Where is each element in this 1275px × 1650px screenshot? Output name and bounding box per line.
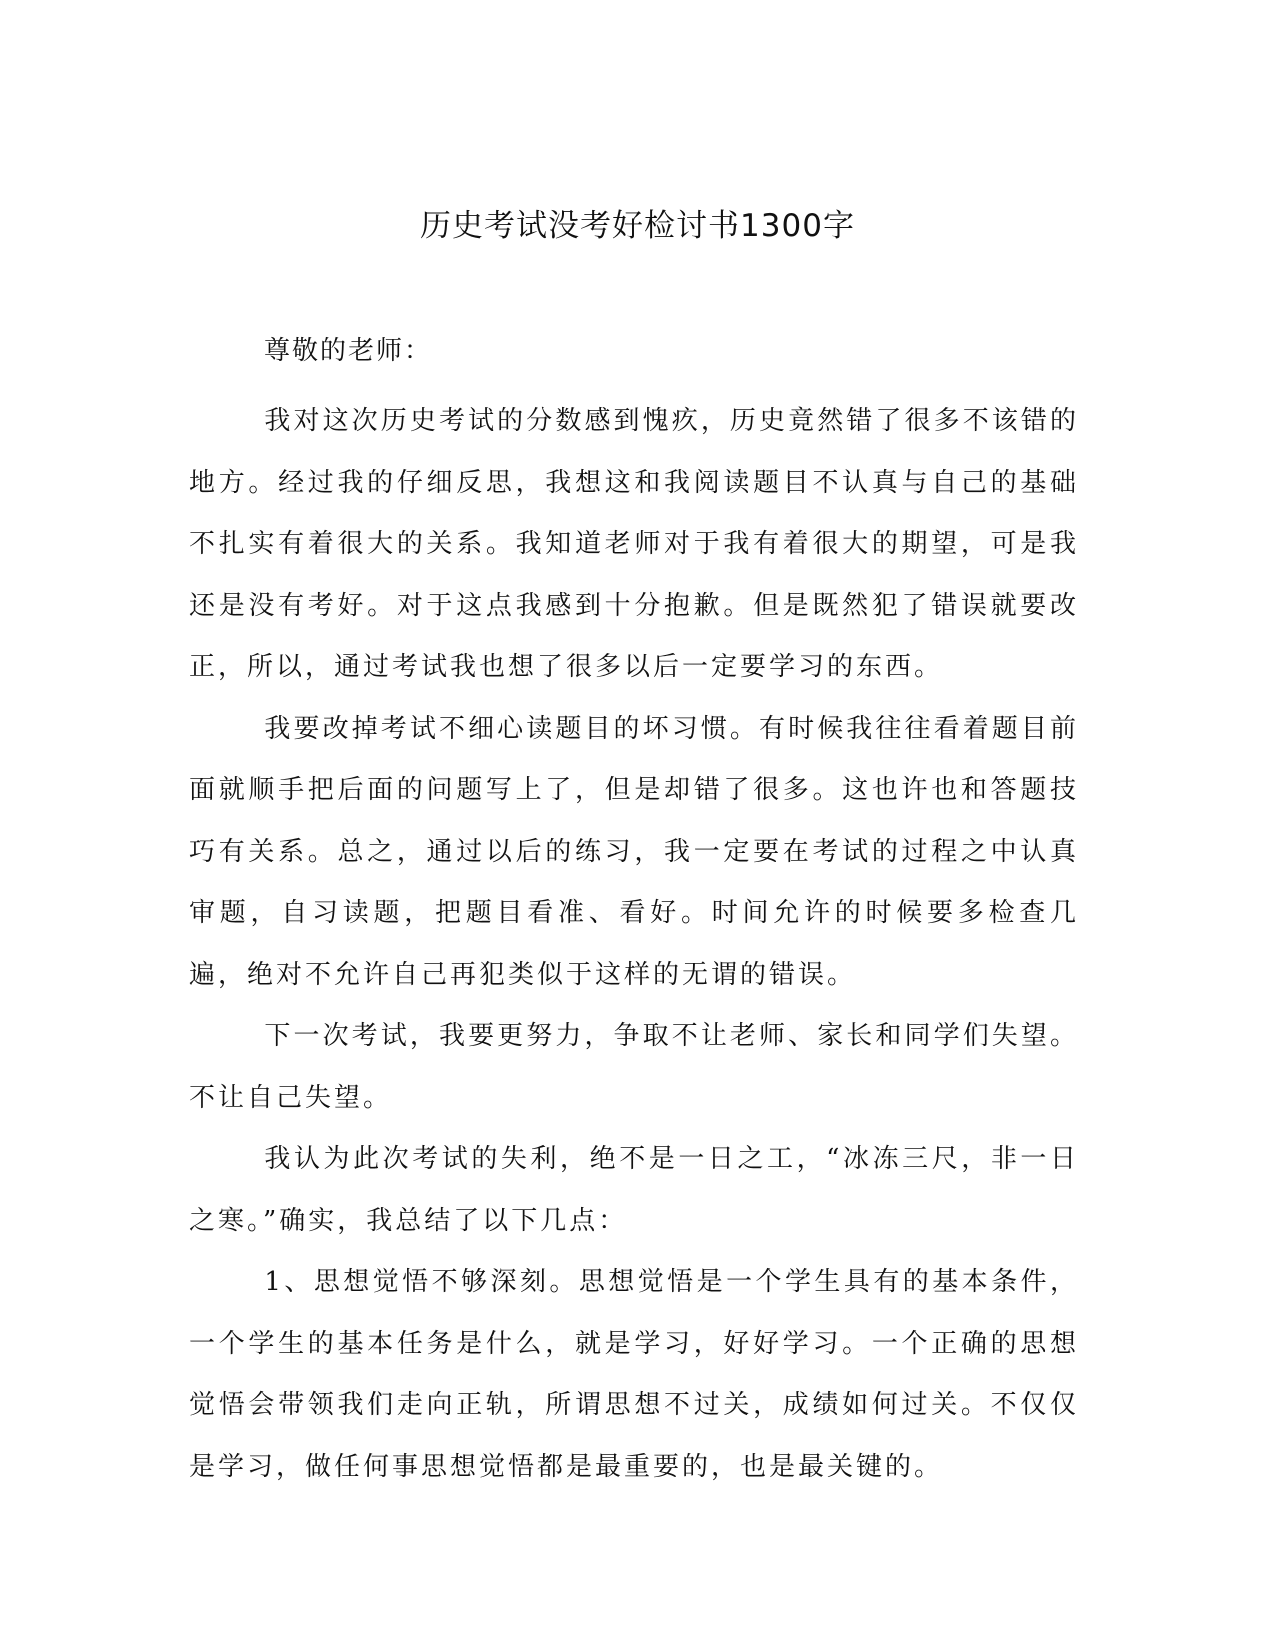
- paragraph-5: 1、思想觉悟不够深刻。思想觉悟是一个学生具有的基本条件，一个学生的基本任务是什么，就是学习，好好学习。一个正确的思想觉悟会带领我们走向正轨，所谓思想不过关，成绩如何过关。不仅仅是学习，做任何事思想觉悟都是最重要的，也是最关键的。: [189, 1267, 1079, 1482]
- salutation: 尊敬的老师：: [264, 336, 433, 366]
- paragraph-3: 下一次考试，我要更努力，争取不让老师、家长和同学们失望。不让自己失望。: [189, 1021, 1079, 1113]
- paragraph-4: 我认为此次考试的失利，绝不是一日之工，“冰冻三尺，非一日之寒。”确实，我总结了以下几点：: [189, 1144, 1079, 1236]
- document-body: [189, 391, 1079, 1498]
- paragraph-1: 我对这次历史考试的分数感到愧疚，历史竟然错了很多不该错的地方。经过我的仔细反思，我想这和我阅读题目不认真与自己的基础不扎实有着很大的关系。我知道老师对于我有着很大的期望，可是我还是没有考好。对于这点我感到十分抱歉。但是既然犯了错误就要改正，所以，通过考试我也想了很多以后一定要学习的东西。: [189, 406, 1079, 682]
- document-title: 历史考试没考好检讨书1300字: [420, 208, 855, 244]
- paragraph-2: 我要改掉考试不细心读题目的坏习惯。有时候我往往看着题目前面就顺手把后面的问题写上了，但是却错了很多。这也许也和答题技巧有关系。总之，通过以后的练习，我一定要在考试的过程之中认真审题，自习读题，把题目看准、看好。时间允许的时候要多检查几遍，绝对不允许自己再犯类似于这样的无谓的错误。: [189, 713, 1079, 990]
